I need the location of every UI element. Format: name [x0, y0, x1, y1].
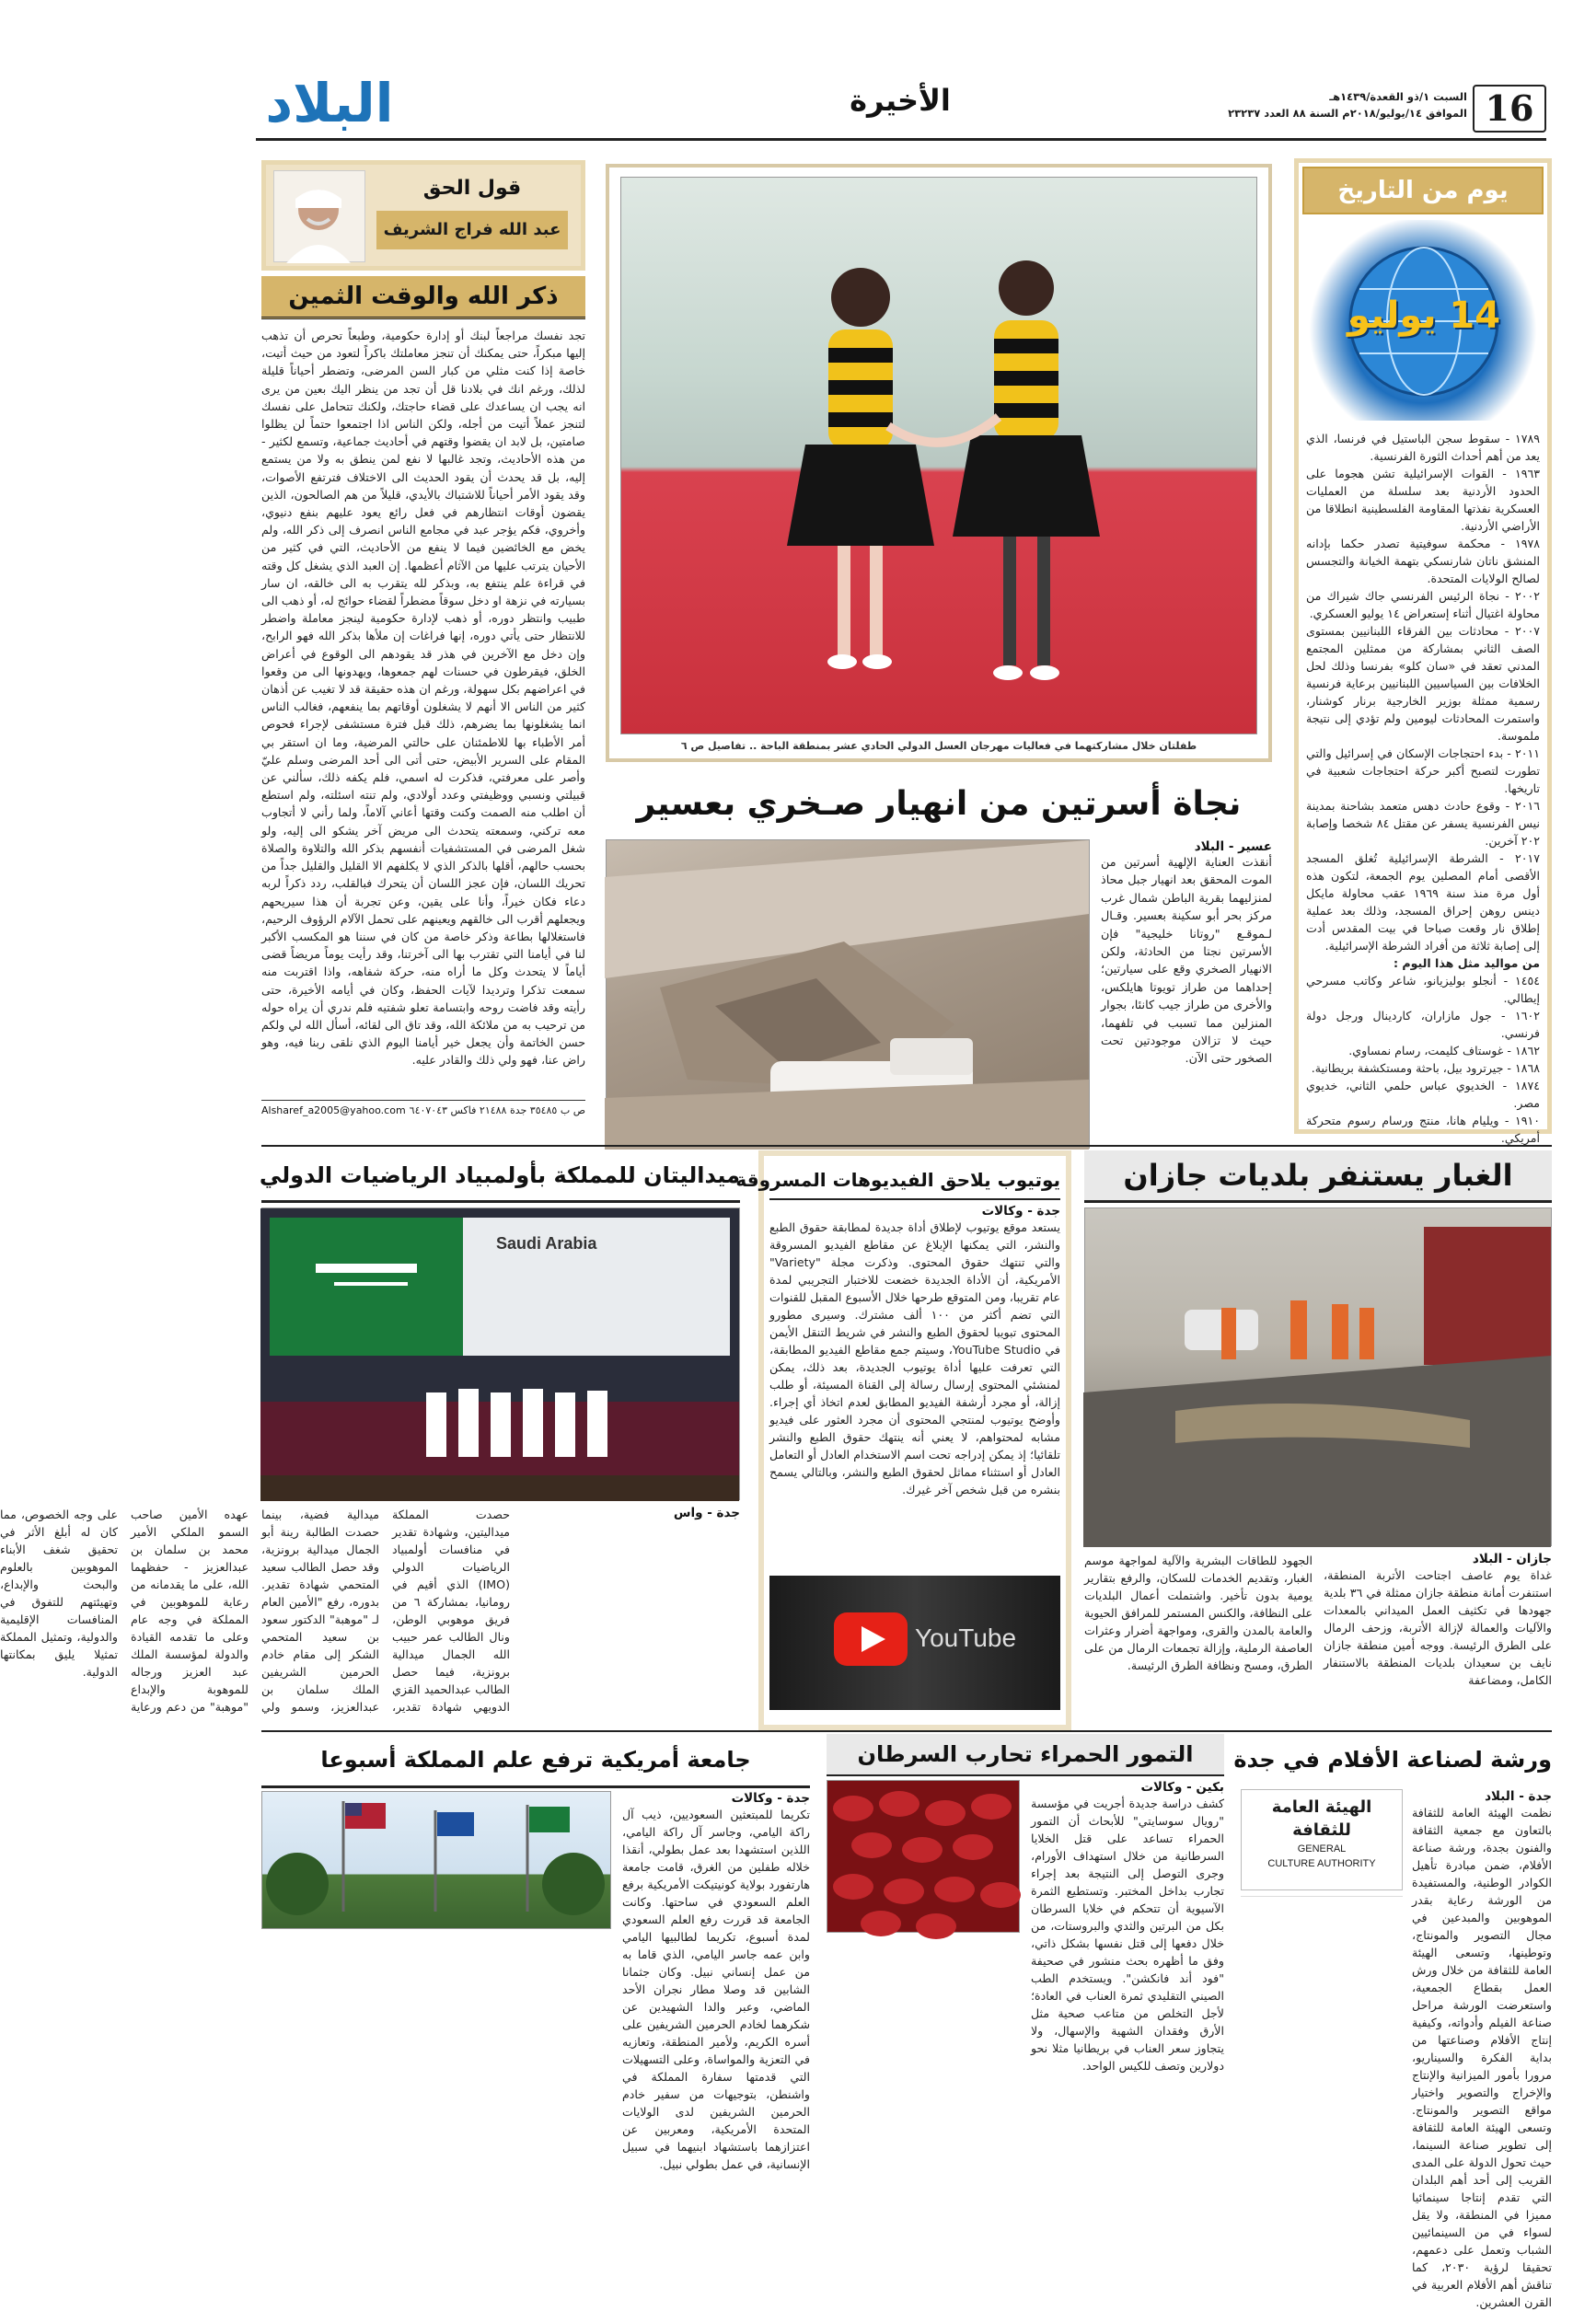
rockfall-photo: [606, 839, 1090, 1149]
film-headline: ورشة لصناعة الأفلام في جدة: [1233, 1747, 1552, 1773]
jazan-col-1: [1324, 1552, 1552, 1727]
history-item: ٢٠١٧ - الشرطة الإسرائيلية تُغلق المسجد الأقصى أمام المصلين يوم الجمعة، لتكون هذه أول مرة منذ سنة ١٩٦٩ عقب محاولة مايكل دينس روهن إحراق المسجد، وذلك بعد عملية إطلاق نار وقعت صباحا في بيت المقدس أدت إلى إصابة ثلاثة من أفراد الشرطة الإسرائيلية.: [1306, 851, 1540, 953]
history-item: ١٩٦٣ - القوات الإسرائيلية تشن هجوما على الحدود الأردنية بعد سلسلة من العمليات العسكرية نفذتها المقاومة الفلسطينية انطلاقا من الأراضي الأردنية.: [1306, 467, 1540, 533]
section-divider-lower: [261, 1730, 1552, 1732]
dates-byline: بكين - وكالات: [1140, 1780, 1224, 1795]
dates-photo: [827, 1780, 1020, 1933]
film-byline: جدة - البلاد: [1485, 1789, 1552, 1804]
opinion-column: [261, 160, 585, 1134]
university-body-cont: [261, 1935, 611, 2065]
column-label: قول الحق: [422, 177, 522, 200]
history-item: ٢٠٠٢ - نجاة الرئيس الفرنسي جاك شيراك من محاولة اغتيال أثناء إستعراض ١٤ يوليو العسكري.: [1306, 589, 1540, 620]
author-photo: [273, 170, 365, 262]
jazan-byline: جازان - البلاد: [1472, 1552, 1552, 1566]
history-list: [1299, 426, 1547, 1145]
youtube-byline: جدة - وكالات: [981, 1204, 1060, 1219]
jazan-photo: [1084, 1207, 1552, 1546]
jazan-body-1: غداة يوم عاصف اجتاحت الأتربة المنطقة، استنفرت أمانة منطقة جازان ممثلة في ٣٦ بلدية جهودها في تكثيف العمل الميداني بالمعدات والآليات والعمالة لإزالة الأتربة، وزحف الرمال على الطرق الرئيسة. ووجه أمين منطقة جازان نايف بن سعيدان بلديات المنطقة بالاستنفار الكامل، ومضاعفة: [1324, 1568, 1553, 1687]
dates-body-cont: [827, 1938, 1020, 2065]
page-number-box: [1473, 85, 1546, 133]
youtube-photo: [769, 1576, 1060, 1710]
author-portrait: [272, 171, 364, 263]
university-byline: جدة - وكالات: [731, 1791, 810, 1806]
history-item: ٢٠١٦ - وقوع حادث دهس متعمد بشاحنة بمدينة نيس الفرنسية يسفر عن مقتل ٨٤ شخصا وإصابة ٢٠٢ آخرين.: [1306, 799, 1540, 848]
history-panel: [1294, 158, 1552, 1145]
history-item: ٢٠١١ - بدء احتجاجات الإسكان في إسرائيل والتي تطورت لتصبح أكبر حركة احتجاجات شعبية في تاريخها.: [1306, 746, 1540, 795]
math-photo: [261, 1207, 740, 1500]
jazan-text: [1084, 1552, 1552, 1727]
page-number: 16: [1485, 87, 1534, 129]
history-births-heading: من مواليد مثل هذا اليوم :: [1393, 956, 1540, 970]
dates-text: [1031, 1780, 1224, 2073]
film-logo-ar-1: الهيئة العامة: [1271, 1797, 1372, 1817]
university-body: تكريما للمبتعثين السعوديين، ذيب آل راكة اليامي، وجاسر آل راكة اليامي، اللذين استشهدا بعد عمل بطولي، أنقذا خلاله طفلين من الغرق، قامت جامعة هارتفورد بولاية كونيتيكت الأمريكية برفع العلم السعودي في ساحتها. وكانت الجامعة قد قررت رفع العلم السعودي لمدة أسبوع، تكريما لطالبيها اليامي وابن عمه جاسر اليامي، الذي قاما به من عمل إنساني نبيل. وكان جثمانا الشابين قد وصلا مطار نجران الأحد الماضي، وعبر والدا الشهيدين عن شكرهما لخادم الحرمين الشريفين على أسره الكريم، ولأمير المنطقة، وتعازيه في التعزية والمواساة، وعلى التسهيلات التي قدمتها سفارة المملكة في واشنطن، بتوجيهات من سفير خادم الحرمين الشريفين لدى الولايات المتحدة الأمريكية، ومعربين عن اعتزازهما باستشهاد ابنيهما في سبيل الإنسانية، في عمل بطولي نبيل.: [622, 1808, 810, 2171]
youtube-headline: يوتيوب يلاحق الفيديوهات المسروقة: [769, 1161, 1060, 1200]
history-item: ١٨٦٨ - جيرترود بيل، باحثة ومستكشفة بريطانية.: [1311, 1061, 1540, 1075]
history-item: ١٧٨٩ - سقوط سجن الباستيل في فرنسا، الذي يعد من أهم أحداث الثورة الفرنسية.: [1306, 432, 1540, 463]
girls-illustration: [750, 242, 1137, 721]
history-item: ١٨٦٢ - غوستاف كليمت، رسام نمساوي.: [1348, 1044, 1540, 1057]
column-footer: [261, 1100, 585, 1116]
youtube-story: [735, 1150, 1071, 1730]
lead-story-text: [1101, 839, 1272, 1149]
youtube-body: يستعد موقع يوتيوب لإطلاق أداة جديدة لمطابقة حقوق الطبع والنشر، التي يمكنها الإبلاغ عن مقاطع الفيديو المسروقة والتي تنتهك حقوق المحتوى. وذكرت مجلة "Variety" الأمريكية، أن الأداة الجديدة خضعت للاختبار التجريبي لمدة عام تقريبا، ومن المتوقع طرحها خلال الأسبوع المقبل للقنوات التي تضم أكثر من ١٠٠ ألف مشترك. وسيرى مطورو المحتوى تبويبا لحقوق الطبع والنشر في شريط التنقل الأيمن في YouTube Studio، وسيتم جمع مقاطع الفيديو المطابقة، التي تعرفت عليها أداة يوتيوب الجديدة، بعد ذلك، يمكن لمنشئي المحتوى إرسال رسالة إلى القناة المسيئة، أو طلب إزالة، أو مجرد أرشفة الفيديو المطابق لعدم اتخاذ أي إجراء. وأوضح يوتيوب لمنتجي المحتوى أن مجرد العثور على فيديو مشابه لمحتواهم، لا يعني أنه ينتهك حقوق الطبع والنشر تلقائيا؛ إذ يمكن إدراجه تحت اسم الاستخدام العادل أو التعامل العادل أو استثناء مماثل لحقوق الطبع والنشر، وبالتالي يسمح بنشره من قبل شخص آخر غيرك.: [769, 1220, 1060, 1496]
university-text: [622, 1791, 810, 2171]
history-item: ١٨٧٤ - الخديوي عباس حلمي الثاني، خديوي مصر.: [1306, 1079, 1540, 1110]
history-graphic: [1304, 220, 1542, 421]
date-gregorian: الموافق ١٤/يوليو/٢٠١٨م السنة ٨٨ العدد ٢٣٢٣٧: [1228, 107, 1467, 120]
column-author: عبد الله فراج الشريف: [376, 211, 568, 249]
history-graphic-label: 14 يوليو: [1347, 295, 1501, 337]
lead-byline: عسير - البلاد: [1194, 839, 1272, 854]
university-headline: جامعة أمريكية ترفع علم المملكة أسبوعا: [261, 1734, 810, 1788]
history-item: ١٦٠٢ - جول مازاران، كاردينال ورجل دولة فرنسي.: [1306, 1009, 1540, 1040]
dates-body: كشف دراسة جديدة أجريت في مؤسسة "رويال سوسايتي" للأبحاث أن التمور الحمراء تساعد على قتل الخلايا السرطانية من خلال استهداف الأورام، وجرى التوصل إلى النتيجة بعد إجراء تجارب بداخل المختبر. وتستطيع الثمرة الآسيوية أن تتحكم في خلايا السرطان بكل من البرتين والثدي والبروستات، من خلال دفعها إلى قتل نفسها بشكل ذاتي، وفق ما أظهره بحث منشور في صحيفة "فود أند فانكشن". ويستخدم الطب الصيني التقليدي ثمرة العناب في العادة؛ لأجل التخلص من متاعب صحية مثل الأرق وفقدان الشهية والإسهال، ولا يتجاوز سعر العناب في بريطانيا مثلا نحو دولارين وتصف للكيس الواحد.: [1031, 1797, 1224, 2073]
rockfall-illustration: [605, 840, 1089, 1150]
history-item: ١٩١٠ - ويليام هانا، منتج ورسام رسوم متحركة أمريكي.: [1306, 1114, 1540, 1145]
math-banner-text: Saudi Arabia: [496, 1234, 597, 1253]
masthead-divider: [256, 138, 1546, 141]
math-headline: ميداليتان للمملكة بأولمبياد الرياضيات الدولي: [261, 1150, 740, 1203]
top-photo-frame: [606, 164, 1272, 762]
masthead: [201, 0, 1596, 161]
dates-headline: التمور الحمراء تحارب السرطان: [827, 1734, 1224, 1776]
column-email[interactable]: Alsharef_a2005@yahoo.com: [261, 1104, 406, 1116]
university-photo: [261, 1791, 611, 1929]
column-contact: ص ب ٣٥٤٨٥ جدة ٢١٤٨٨ فاكس ٦٤٠٧٠٤٣: [409, 1104, 585, 1116]
film-body-cont: [1241, 1896, 1403, 2065]
history-title: يوم من التاريخ: [1302, 167, 1544, 214]
column-body: تجد نفسك مراجعاً لبنك أو إدارة حكومية، وطبعاً تحرص أن تذهب إليها مبكراً، حتى يمكنك أن تنجز معاملتك باكراً لتعود من حيث أتيت، خاصة إذا كنت مثلي من كبار السن المرضى، وتضطر أحياناً قليلة لذلك، ورغم انك في بلادنا قل أن تجد من ينظر اليك بعين من يرى انه يجب ان يساعدك على قضاء حاجتك، ولكنك تتحامل على نفسك لتنجز عملاً أتيت من أجله، ولكن الناس اذا اجتمعوا حتماً لن يظلوا صامتين، بل لابد ان يقضوا وقتهم في أحاديث جماعية، وتسمع لكثير - من هذه الأحاديث، وتجد غالبها لا نفع لمن ينطق به ولا من يستمع إليه، بل قد يحدث أن يقود الحديث الى الاختلاف فترتفع الأصوات، وقد يقود الأمر أحياناً للاشتباك بالأيدي، قليلاً من هم الصالحون، الذين يقضون أوقات انتظارهم في فعل رائع يعود عليهم بنفع دنيوي، وأخروي، فكم يؤجر عبد في مجامع الناس انصرف إلى ذكر الله، ولم يخض مع الخائضين فيما لا ينفع من الأحاديث، التي في كثير من الأحيان يترتب عليها من الآثام أعظمها. إن العبد الذي يشغل كل وقته في قراءة علم ينتفع به، وبذكر لله يتقرب به الى خالقه، ان سار بسيارته في نزهة او دخل سوقاً مضطراً لقضاء حوائج له، أو ذهب الى طبيب وانتظر دوره، أو ذهب لإدارة حكومية لينجز معاملة واضطر للانتظار حتى يأتي دوره، إنها فراغات إن ملأها بذكر الله فهو الرابح، وإن دخل مع الآخرين في هذر قد يقودهم الى الوقوع في أعراض الخلق، فيقرطون في حسنات لهم جمعوها، ويهدونها الى من وقعوا في اعراضهم بكل سهولة، ورغم ان هذه حقيقة قد لا تغيب عن أذهان كثير من الناس الا أنهم لا يشغلون أوقاتهم بما ينفعهم، فغالب الناس انما يشغلونها بما يضرهم، ذلك قبل فترة مستشفى لإجراء فحوص أمر الأطباء بها للاطمئنان على حالتي المرضية، وما ان استقر بي المقام على السرير الأبيض، حتى أتى الى أحد المرضى وسلم عليّ وأصر على معرفتي، فذكرت له اسمي، فلم يكفه ذلك، سألني عن قبيلتي ونسبي ووظيفتي وعدد أولادي، ولم تنته اسئلته، ولم استطع أن اطلب منه الصمت وكنت وقتها أعاني آلاماً، ولما رأني لا أتجاوب معه تركني، وسمعته يتحدث الى مريض آخر يشكو الى إليه، ولو شغل المرضى في المستشفيات أنفسهم بذكر الله والتلاوة والصلاة بحسب حالهم، أقلها بالذكر الذي لا يكلفهم الا القليل والقليل جداً من تحريك اللسان، فإن عجز اللسان أن يتحرك فبالقلب، ردد ذكراً لربه دعاء فكان خيراً، وأنا على يقين، وعن تجربة أن هذا سيريحهم ويجعلهم أقرب الى خالقهم ويعينهم على تحمل الآلام الرؤوف الرحيم، فاستغلالها بطاعة وذكر خاصة من كان في سننا هو المكسب الأكبر لنا في أيامنا التي تقترب بها الى آخرتنا، وقد رأيت يوماً مريضاً قضى أياماً لا يتحدث وكل ما أراه منه، حركة شفاهه، واذا اقتربت منه سمعت تذكرا وترديدا لآيات الحفظ، وكان في أيامه الأخيرة، حتى رأيته وقد فاضت روحه وابتسامة تعلو شفتيه فلم ندري أن يراه حوله من ترحيب به من ملائكة الله، وقد تاق الى لقائه، أسأل الله لي ولكم حسن الخاتمة وأن يجعل خير أيامنا اليوم الذي نلقى ربنا فيه، وهو راض عنا، فهو ولي ذلك والقادر عليه.: [261, 329, 585, 1068]
dates-illustration: [826, 1781, 1019, 1934]
film-logo-en-2: CULTURE AUTHORITY: [1267, 1858, 1376, 1869]
lead-headline: نجاة أسرتين من انهيار صـخري بعسير: [636, 785, 1242, 823]
issue-date: [1230, 88, 1467, 121]
history-item: ٢٠٠٧ - محادثات بين الفرقاء اللبنانيين بمستوى الصف الثاني بمشاركة من ممثلين المجتمع المدني تعقد في «سان كلو» بفرنسا وذلك لحل الخلافات بين السياسيين اللبنانيين برعاية فرنسية رسمية ممثلة بوزير الخارجية برنار كوشنار، واستمرت المحادثات ليومين ولم تؤدي إلى نتيجة ملموسة.: [1306, 624, 1540, 743]
jazan-illustration: [1083, 1208, 1551, 1547]
column-header: [261, 160, 585, 271]
youtube-logo-text: YouTube: [915, 1623, 1017, 1652]
section-title: الأخيرة: [850, 83, 951, 118]
section-divider: [261, 1145, 1552, 1147]
math-byline: جدة - واس: [673, 1506, 740, 1520]
date-hijri: السبت ١/ذو القعدة/١٤٣٩هـ: [1329, 90, 1467, 103]
column-title: ذكر الله والوقت الثمين: [261, 276, 585, 319]
history-item: ١٩٧٨ - محكمة سوفيتية تصدر حكما بإدانه المنشق ناتان شارنسكي بتهمة الخيانة والتجسس لصالح الولايات المتحدة.: [1306, 537, 1540, 585]
history-item: ١٤٥٤ - أنجلو بوليزيانو، شاعر وكاتب مسرحي إيطالي.: [1306, 974, 1540, 1005]
math-body: حصدت المملكة ميداليتين، وشهادة تقدير في منافسات أولمبياد الرياضيات الدولي (IMO) الذي أقيم في رومانيا، بمشاركة ٦ من فريق موهوبي الوطن، ونال الطالب عمر حبيب الله الجمال ميدالية برونزية، فيما حصل الطالب عبدالحميد القزي الدويهي شهادة تقدير، ميدالية فضية، بينما حصدت الطالبة رينة أبو الجمال ميدالية برونزية، وقد حصل الطالب سعيد المتحمي شهادة تقدير. بدوره، رفع "الأمين العام لـ "موهبة" الدكتور سعود بن سعيد المتحمي الشكر إلى مقام خادم الحرمين الشريفين الملك سلمان بن عبدالعزيز، وسمو ولي عهده الأمين صاحب السمو الملكي الأمير محمد بن سلمان بن عبدالعزيز - حفظهما الله، على ما يقدمانه من رعاية للموهوبين في المملكة في وجه عام وعلى ما تقدمه القيادة والدولة لمؤسسة الملك عبد العزيز ورجاله للموهوبة والإبداع "موهبة" من دعم ورعاية على وجه الخصوص، مما كان له أبلغ الأثر في تحقيق شغف الأبناء الموهوبين بالعلوم والبحث والإبداع، وتهيئتهم للتفوق في المنافسات الإقليمية والدولية، وتمثيل المملكة تمثيلا يليق بمكانتها الدولية.: [0, 1508, 510, 1714]
jazan-body-2: الجهود للطاقات البشرية والآلية لمواجهة موسم الغبار، وتقديم الخدمات للسكان، والرفع بتقارير يومية بدون تأخير. واشتملت أعمال البلديات على النظافة، والكنس المستمر للمرافق الحيوية والعامة بالمدن والقرى، ومواجهة أضرار وعثرات العاصفة الرملية، وإزالة تجمعات الرمال من على الطرق، ومسح ونظافة الطرق الرئيسة.: [1084, 1554, 1313, 1672]
university-illustration: [260, 1792, 610, 1930]
top-photo-caption: طفلتان خلال مشاركتهما في فعاليات مهرجان العسل الدولي الحادي عشر بمنطقة الباحة .. تفاصيل ص ٦: [680, 740, 1197, 752]
newspaper-logo: البلاد: [265, 72, 394, 134]
youtube-play-icon: [834, 1612, 908, 1666]
lead-body: أنقذت العناية الإلهية أسرتين من الموت المحقق بعد انهيار جبل محاذ لمنزليهما بقرية الباطن شمال غرب مركز بحر أبو سكينة بعسير. وقـال لـموقـع "روتانا خليجية" فإن الأسرتين نجتا من الحادثة، ولكن الانهيار الصخري وقع على سيارتين؛ إحداهما من طراز تويوتا هايلكس، والأخرى من طراز جيب كانئا، بجوار المنزلين مما تسبب في تلفهما، حيث لا تزالان موجودتين تحت الصخور حتى الآن.: [1101, 856, 1272, 1067]
jazan-headline: الغبار يستنفر بلديات جازان: [1084, 1150, 1552, 1203]
film-body: نظمت الهيئة العامة للثقافة بالتعاون مع جمعية الثقافة والفنون بجدة، ورشة صناعة الأفلام، ضمن مبادرة تأهيل الكوادر الوطنية، والمستفيدة من الورشة رعاية بقدر الموهوبين والمبدعين في مجال التصوير والمونتاج، وتوطينها، وتسعى الهيئة العامة للثقافة من خلال ورش العمل بقطاع الجمعية، واستعرضت الورشة مراحل صناعة الفيلم وأدواته، وكيفية إنتاج الأفلام وصناعتها من بداية الفكرة والسيناريو، مرورا بأمور الميزانية والإنتاج والإخراج والتصوير واختيار مواقع التصوير والمونتاج. وتسعى الهيئة العامة للثقافة إلى تطوير صناعة السينما، حيث تحول الدولة على المدى القريب إلى أحد أهم البلدان التي تقدم إنتاجا سينمائيا مميزا في المنطقة، ولا يقل لسواء في من السينمائيين الشباب وتعمل على دعمهم، تحقيقا لرؤية ٢٠٣٠، كما تناقش أهم الأفلام العربية في القرن العشرين.: [1412, 1806, 1552, 2309]
film-logo: [1241, 1789, 1403, 1890]
math-text: [0, 1506, 740, 1727]
top-photo: [620, 177, 1257, 734]
film-logo-ar-2: للثقافة: [1292, 1820, 1351, 1840]
film-text-col-1: [1412, 1789, 1552, 2309]
film-logo-en-1: GENERAL: [1297, 1843, 1347, 1855]
